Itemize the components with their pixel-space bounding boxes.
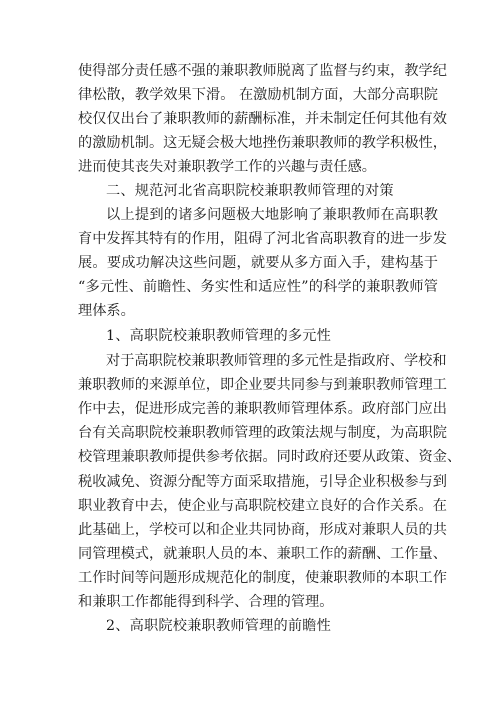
text-line: 此基础上，学校可以和企业共同协商，形成对兼职人员的共 — [78, 522, 447, 538]
text-line: 以上提到的诸多问题极大地影响了兼职教师在高职教 — [106, 207, 438, 223]
text-line: 职业教育中去，使企业与高职院校建立良好的合作关系。在 — [78, 498, 447, 514]
text-line: 税收减免、资源分配等方面采取措施，引导企业积极参与到 — [78, 474, 447, 490]
text-line: 和兼职工作都能得到科学、合理的管理。 — [78, 594, 334, 610]
section-heading: 2、高职院校兼职教师管理的前瞻性 — [106, 618, 332, 634]
text-line: 使得部分责任感不强的兼职教师脱离了监督与约束，教学纪 — [78, 63, 447, 79]
text-line: 工作时间等问题形成规范化的制度，使兼职教师的本职工作 — [78, 570, 447, 586]
text-line: 理体系。 — [78, 303, 135, 319]
text-line: “多元性、前瞻性、务实性和适应性”的科学的兼职教师管 — [78, 279, 438, 295]
text-line: 的激励机制。这无疑会极大地挫伤兼职教师的教学积极性， — [78, 135, 447, 151]
section-heading: 1、高职院校兼职教师管理的多元性 — [106, 328, 332, 344]
text-line: 对于高职院校兼职教师管理的多元性是指政府、学校和 — [106, 353, 447, 369]
text-line: 进而使其丧失对兼职教学工作的兴趣与责任感。 — [78, 159, 376, 175]
text-line: 律松散，教学效果下滑。 在激励机制方面，大部分高职院 — [78, 87, 438, 103]
text-line: 作中去，促进形成完善的兼职教师管理体系。政府部门应出 — [78, 401, 447, 417]
text-line: 校管理兼职教师提供参考依据。同时政府还要从政策、资金、 — [78, 449, 462, 465]
text-line: 兼职教师的来源单位，即企业要共同参与到兼职教师管理工 — [78, 377, 447, 393]
section-heading: 二、规范河北省高职院校兼职教师管理的对策 — [106, 183, 394, 199]
text-line: 同管理模式，就兼职人员的本、兼职工作的薪酬、工作量、 — [78, 546, 447, 562]
text-line: 育中发挥其特有的作用，阻碍了河北省高职教育的进一步发 — [78, 231, 447, 247]
text-line: 校仅仅出台了兼职教师的薪酬标准，并未制定任何其他有效 — [78, 111, 447, 127]
text-line: 台有关高职院校兼职教师管理的政策法规与制度，为高职院 — [78, 425, 447, 441]
text-line: 展。要成功解决这些问题，就要从多方面入手，建构基于 — [78, 255, 438, 271]
